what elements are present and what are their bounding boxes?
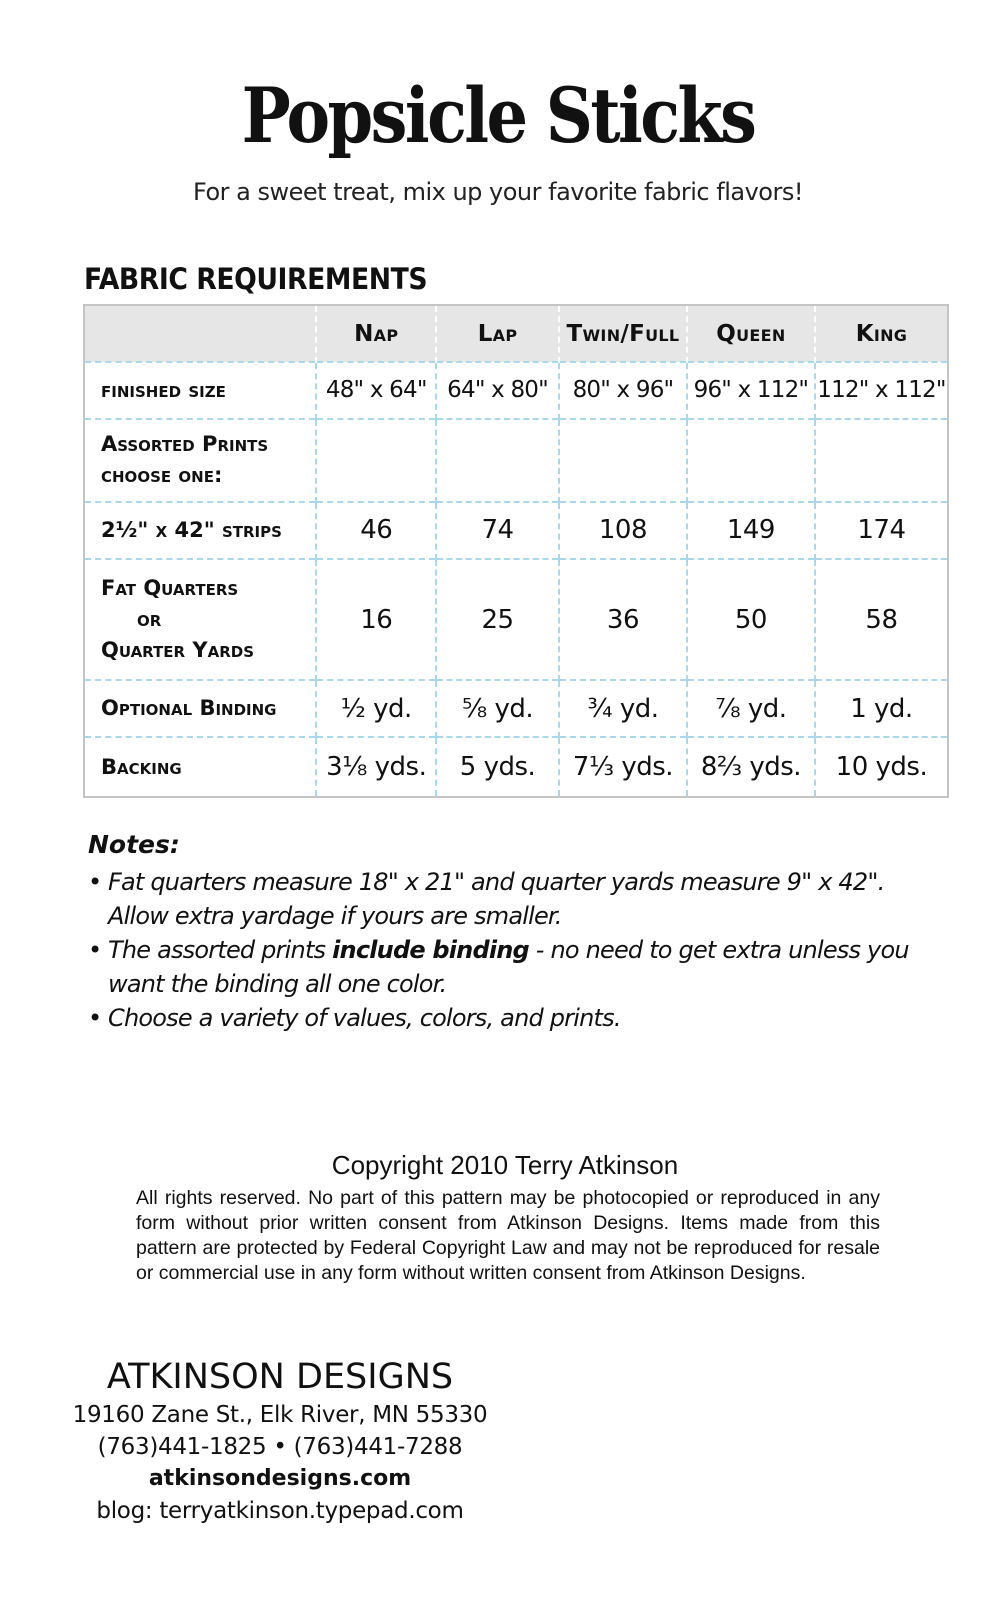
table-cell: 96" x 112"	[687, 362, 815, 419]
table-row-finished-size	[85, 362, 947, 419]
table-cell: 48" x 64"	[316, 362, 436, 419]
note-text: - no need to get extra unless you want the binding all one color.	[108, 936, 909, 998]
note-item	[88, 865, 948, 933]
table-cell: 74	[436, 502, 559, 559]
row-label-assorted-prints	[85, 419, 316, 502]
table-cell	[815, 419, 947, 502]
table-cell: 149	[687, 502, 815, 559]
bullet-icon: •	[88, 868, 102, 896]
table-cell	[559, 419, 687, 502]
row-label-finished-size: finished size	[85, 362, 316, 419]
note-text: Fat quarters measure 18" x 21" and quarter yards measure 9" x 42". Allow extra yardage if yours are smaller.	[108, 868, 885, 930]
column-header-lap: Lap	[436, 306, 559, 362]
table-row-fat-quarters	[85, 559, 947, 681]
notes-title: Notes:	[88, 830, 180, 859]
row-label-strips: 2½" x 42" strips	[85, 502, 316, 559]
table-cell: 25	[436, 559, 559, 681]
header-empty-cell	[85, 306, 316, 362]
row-label-backing: Backing	[85, 737, 316, 796]
table-cell: 16	[316, 559, 436, 681]
column-header-queen: Queen	[687, 306, 815, 362]
column-header-twin-full: Twin/Full	[559, 306, 687, 362]
table-row-assorted-prints	[85, 419, 947, 502]
page-title: Popsicle Sticks	[241, 71, 755, 160]
table-cell: 1 yd.	[815, 680, 947, 737]
company-address: 19160 Zane St., Elk River, MN 55330	[72, 1402, 488, 1428]
table-row-binding	[85, 680, 947, 737]
company-block	[70, 1355, 490, 1527]
bullet-icon: •	[88, 1004, 102, 1032]
table-cell: 5 yds.	[436, 737, 559, 796]
assorted-prints-label: Assorted Prints	[101, 432, 269, 457]
choose-one-label: choose one:	[101, 463, 223, 488]
quarter-yards-label: Quarter Yards	[101, 638, 255, 663]
or-label: or	[137, 607, 162, 632]
fabric-requirements-heading: FABRIC REQUIREMENTS	[84, 262, 428, 296]
table-cell: 10 yds.	[815, 737, 947, 796]
table-row-strips	[85, 502, 947, 559]
company-website: atkinsondesigns.com	[148, 1466, 412, 1491]
company-blog: blog: terryatkinson.typepad.com	[96, 1498, 464, 1524]
table-cell: 108	[559, 502, 687, 559]
column-header-king: King	[815, 306, 947, 362]
table-cell: 50	[687, 559, 815, 681]
table-cell: 80" x 96"	[559, 362, 687, 419]
table-cell: 64" x 80"	[436, 362, 559, 419]
table-cell: 3⅛ yds.	[316, 737, 436, 796]
company-phones: (763)441-1825 • (763)441-7288	[97, 1434, 463, 1460]
note-item	[88, 933, 948, 1001]
page-subtitle: For a sweet treat, mix up your favorite fabric flavors!	[193, 178, 803, 206]
note-bold-text: include binding	[332, 936, 529, 964]
table-cell: 58	[815, 559, 947, 681]
note-item	[88, 1001, 948, 1035]
table-row-backing	[85, 737, 947, 796]
table-cell	[316, 419, 436, 502]
copyright-title: Copyright 2010 Terry Atkinson	[331, 1150, 679, 1180]
company-name: ATKINSON DESIGNS	[106, 1357, 454, 1397]
column-header-nap: Nap	[316, 306, 436, 362]
table-cell: ⅝ yd.	[436, 680, 559, 737]
table-cell: 36	[559, 559, 687, 681]
table-cell: 8⅔ yds.	[687, 737, 815, 796]
table-cell: ¾ yd.	[559, 680, 687, 737]
fat-quarters-label: Fat Quarters	[101, 576, 239, 601]
fabric-requirements-table	[83, 304, 949, 798]
table-cell	[436, 419, 559, 502]
table-cell: 7⅓ yds.	[559, 737, 687, 796]
table-cell: ⅞ yd.	[687, 680, 815, 737]
row-label-binding: Optional Binding	[85, 680, 316, 737]
table-cell	[687, 419, 815, 502]
table-header-row	[85, 306, 947, 362]
table-cell: ½ yd.	[316, 680, 436, 737]
note-text: Choose a variety of values, colors, and prints.	[108, 1004, 621, 1032]
copyright-body: All rights reserved. No part of this pattern may be photocopied or reproduced in any form without prior written consent from Atkinson Designs. Items made from this pattern are protected by Federal Copyright Law and may not be reproduced for resale or commercial use in any form without written consent from Atkinson Designs.	[136, 1187, 880, 1284]
table-cell: 46	[316, 502, 436, 559]
table-cell: 174	[815, 502, 947, 559]
notes-section	[88, 830, 948, 1035]
note-text: The assorted prints	[108, 936, 333, 964]
row-label-fat-quarters	[85, 559, 316, 681]
bullet-icon: •	[88, 936, 102, 964]
table-cell: 112" x 112"	[815, 362, 947, 419]
